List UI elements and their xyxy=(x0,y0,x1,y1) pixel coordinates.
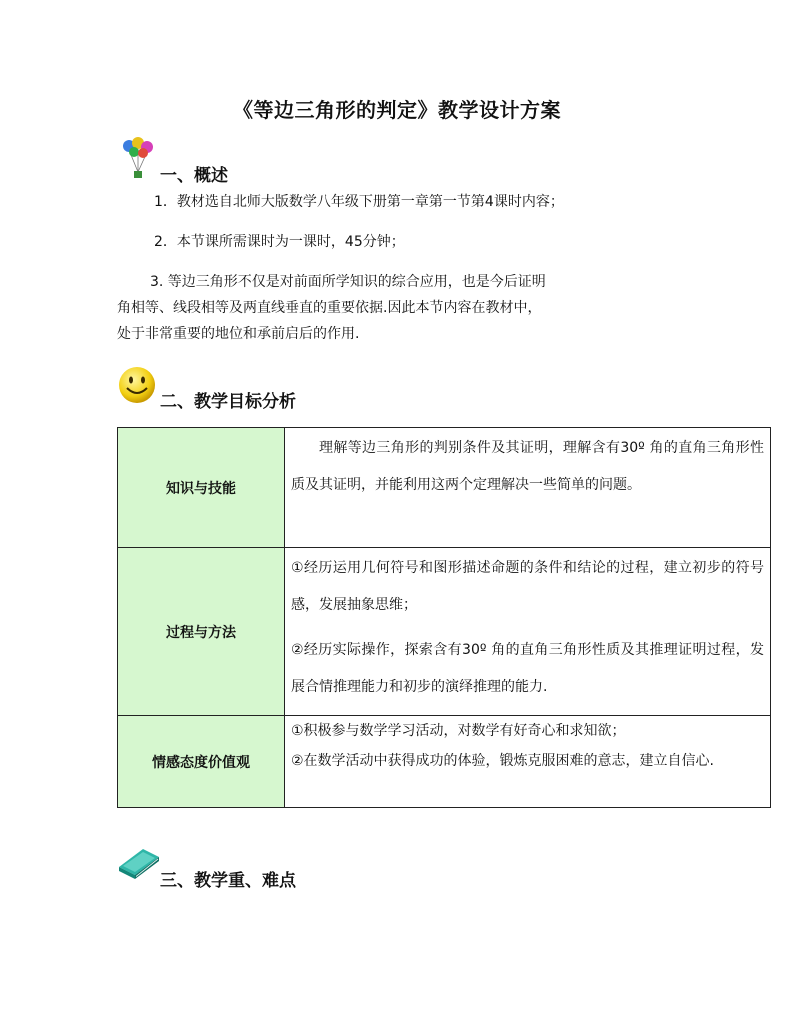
row-label-knowledge: 知识与技能 xyxy=(118,428,285,548)
overview-item-3-line-2: 角相等、线段相等及两直线垂直的重要依据.因此本节内容在教材中， xyxy=(117,300,542,316)
overview-item-3-line-1: 3. 等边三角形不仅是对前面所学知识的综合应用，也是今后证明 xyxy=(150,274,546,290)
section-heading-overview: 一、概述 xyxy=(160,166,228,186)
row-label-attitude: 情感态度价值观 xyxy=(118,716,285,808)
cell-paragraph: ②经历实际操作，探索含有30º 角的直角三角形性质及其推理证明过程，发展合情推理能力和初步的演绎推理的能力. xyxy=(291,642,764,695)
overview-item-3-line-3: 处于非常重要的地位和承前启后的作用. xyxy=(117,326,360,342)
book-icon xyxy=(115,843,161,881)
table-row xyxy=(118,716,771,808)
overview-item-2: 2．本节课所需课时为一课时，45分钟； xyxy=(154,234,405,250)
smiley-icon xyxy=(117,365,157,405)
row-content-knowledge xyxy=(285,428,771,548)
overview-item-1: 1．教材选自北师大版数学八年级下册第一章第一节第4课时内容； xyxy=(154,194,564,210)
cell-paragraph: 理解等边三角形的判别条件及其证明，理解含有30º 角的直角三角形性质及其证明，并能利用这两个定理解决一些简单的问题。 xyxy=(291,440,764,493)
table-row xyxy=(118,428,771,548)
row-label-process: 过程与方法 xyxy=(118,548,285,716)
table-row xyxy=(118,548,771,716)
section-heading-key-points: 三、教学重、难点 xyxy=(160,871,296,891)
page-title: 《等边三角形的判定》教学设计方案 xyxy=(233,98,561,122)
cell-paragraph: ①积极参与数学学习活动，对数学有好奇心和求知欲； xyxy=(291,723,626,739)
objectives-table xyxy=(117,427,771,808)
balloons-icon xyxy=(120,136,158,180)
row-content-attitude xyxy=(285,716,771,808)
section-heading-objectives: 二、教学目标分析 xyxy=(160,392,296,412)
cell-paragraph: ①经历运用几何符号和图形描述命题的条件和结论的过程，建立初步的符号感，发展抽象思维； xyxy=(291,560,764,613)
row-content-process xyxy=(285,548,771,716)
cell-paragraph: ②在数学活动中获得成功的体验，锻炼克服困难的意志，建立自信心. xyxy=(291,753,714,769)
